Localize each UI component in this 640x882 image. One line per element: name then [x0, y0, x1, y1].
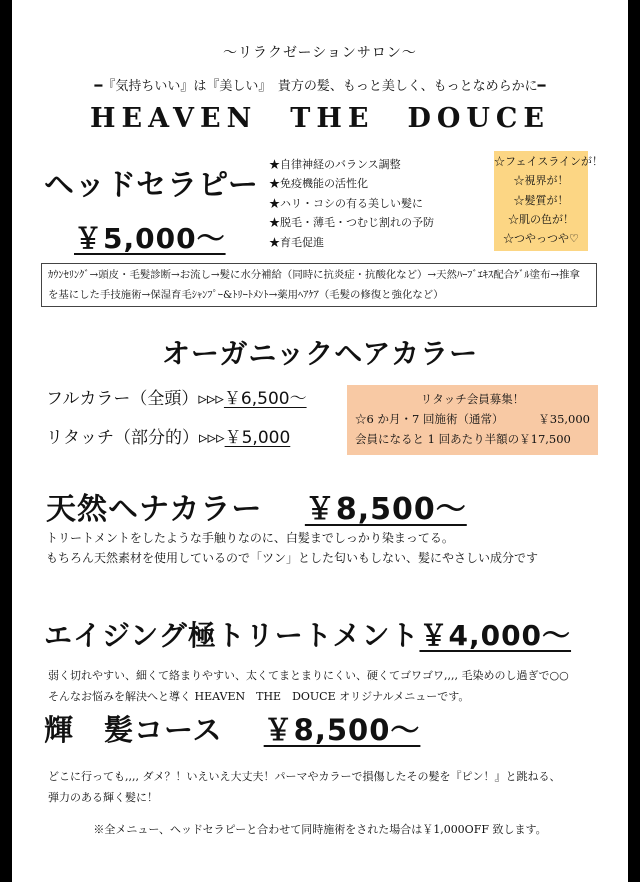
- salon-subtitle: ～リラクゼーションサロン～: [223, 45, 417, 61]
- retouch-label: リタッチ（部分的）▹▹▹: [46, 428, 225, 448]
- henna-desc-line: トリートメントをしたような手触りなのに、白髪までしっかり染まってる。: [46, 531, 454, 545]
- henna-title-line: [46, 484, 467, 528]
- footnote: ※全メニュー、ヘッドセラピーと合わせて同時施術をされた場合は￥1,000OFF 致します。: [93, 823, 547, 836]
- henna-desc-line: もちろん天然素材を使用しているので「ツン」とした匂いもしない、髪にやさしい成分です: [46, 551, 539, 565]
- head-therapy-features: [269, 155, 434, 252]
- brand-name: HEAVEN THE DOUCE: [89, 103, 550, 134]
- retouch-line: [46, 423, 290, 448]
- kagayaki-desc-line: 弾力のある輝く髪に！: [48, 791, 158, 804]
- full-color-price: ￥6,500～: [223, 389, 307, 409]
- kagayaki-title-line: [44, 708, 420, 749]
- member-plan-price: ￥35,000: [538, 412, 590, 426]
- process-box: ｶｳﾝｾﾘﾝｸﾞ→頭皮・毛髪診断→お流し→髪に水分補給（同時に抗炎症・抗酸化など）→天然ﾊｰﾌﾞｴｷｽ配合ｹﾞﾙ塗布→推拿を基にした手技施術→保湿育毛ｼｬﾝﾌﾟｰ&ﾄﾘｰﾄﾒﾝﾄ→薬用ﾍｱｹｱ（毛髪の修復と強化など）: [41, 263, 597, 307]
- member-title: リタッチ会員募集！: [420, 392, 525, 406]
- feature-item: ★自律神経のバランス調整: [269, 158, 401, 171]
- member-box: [347, 385, 598, 455]
- head-therapy-price: ￥5,000～: [74, 222, 226, 255]
- organic-color-title: オーガニックヘアカラー: [161, 337, 479, 370]
- aging-title: エイジング極トリートメント: [44, 619, 420, 652]
- member-note: 会員になると 1 回あたり半額の￥17,500: [355, 432, 571, 446]
- member-plan: ☆6 か月・7 回施術（通常）: [355, 412, 504, 426]
- henna-title: 天然ヘナカラー: [46, 492, 263, 527]
- full-color-label: フルカラー（全頭）▹▹▹: [46, 389, 224, 409]
- retouch-price: ￥5,000: [224, 428, 291, 448]
- kagayaki-title: 輝 髪コース: [44, 713, 223, 747]
- benefit-item: ☆肌の色が！: [508, 212, 574, 226]
- feature-item: ★免疫機能の活性化: [269, 177, 368, 191]
- benefit-item: ☆視界が！: [513, 174, 569, 188]
- kagayaki-price: ￥8,500～: [263, 713, 421, 747]
- menu-flyer: [12, 0, 628, 882]
- salon-tagline: ━『気持ちいい』は『美しい』 貴方の髪、もっと美しく、もっとなめらかに━: [94, 79, 546, 94]
- aging-desc-line: そんなお悩みを解決へと導く HEAVEN THE DOUCE オリジナルメニューです。: [48, 690, 470, 703]
- benefit-item: ☆つやっつや♡: [503, 232, 579, 246]
- feature-item: ★ハリ・コシの有る美しい髪に: [269, 196, 423, 210]
- benefit-item: ☆フェイスラインが！: [494, 155, 604, 168]
- feature-item: ★脱毛・薄毛・つむじ割れの予防: [269, 216, 434, 230]
- benefit-item: ☆髪質が！: [513, 193, 569, 207]
- head-therapy-title: ヘッドセラピー: [44, 168, 259, 203]
- aging-title-line: [44, 614, 571, 654]
- feature-item: ★育毛促進: [269, 235, 324, 249]
- aging-description: [48, 665, 569, 707]
- aging-price: ￥4,000～: [419, 619, 572, 652]
- kagayaki-description: [48, 766, 560, 808]
- member-plan-row: [355, 409, 590, 429]
- henna-description: [46, 528, 538, 568]
- aging-desc-line: 弱く切れやすい、細くて絡まりやすい、太くてまとまりにくい、硬くてゴワゴワ,,,, 毛染めのし過ぎで○○: [48, 669, 569, 682]
- full-color-line: [46, 384, 307, 409]
- kagayaki-desc-line: どこに行っても,,,, ダメ？！いえいえ大丈夫！パーマやカラーで損傷したその髪を『ピン！』と跳ねる、: [48, 770, 561, 783]
- benefits-box: [494, 151, 604, 251]
- henna-price: ￥8,500～: [304, 492, 467, 527]
